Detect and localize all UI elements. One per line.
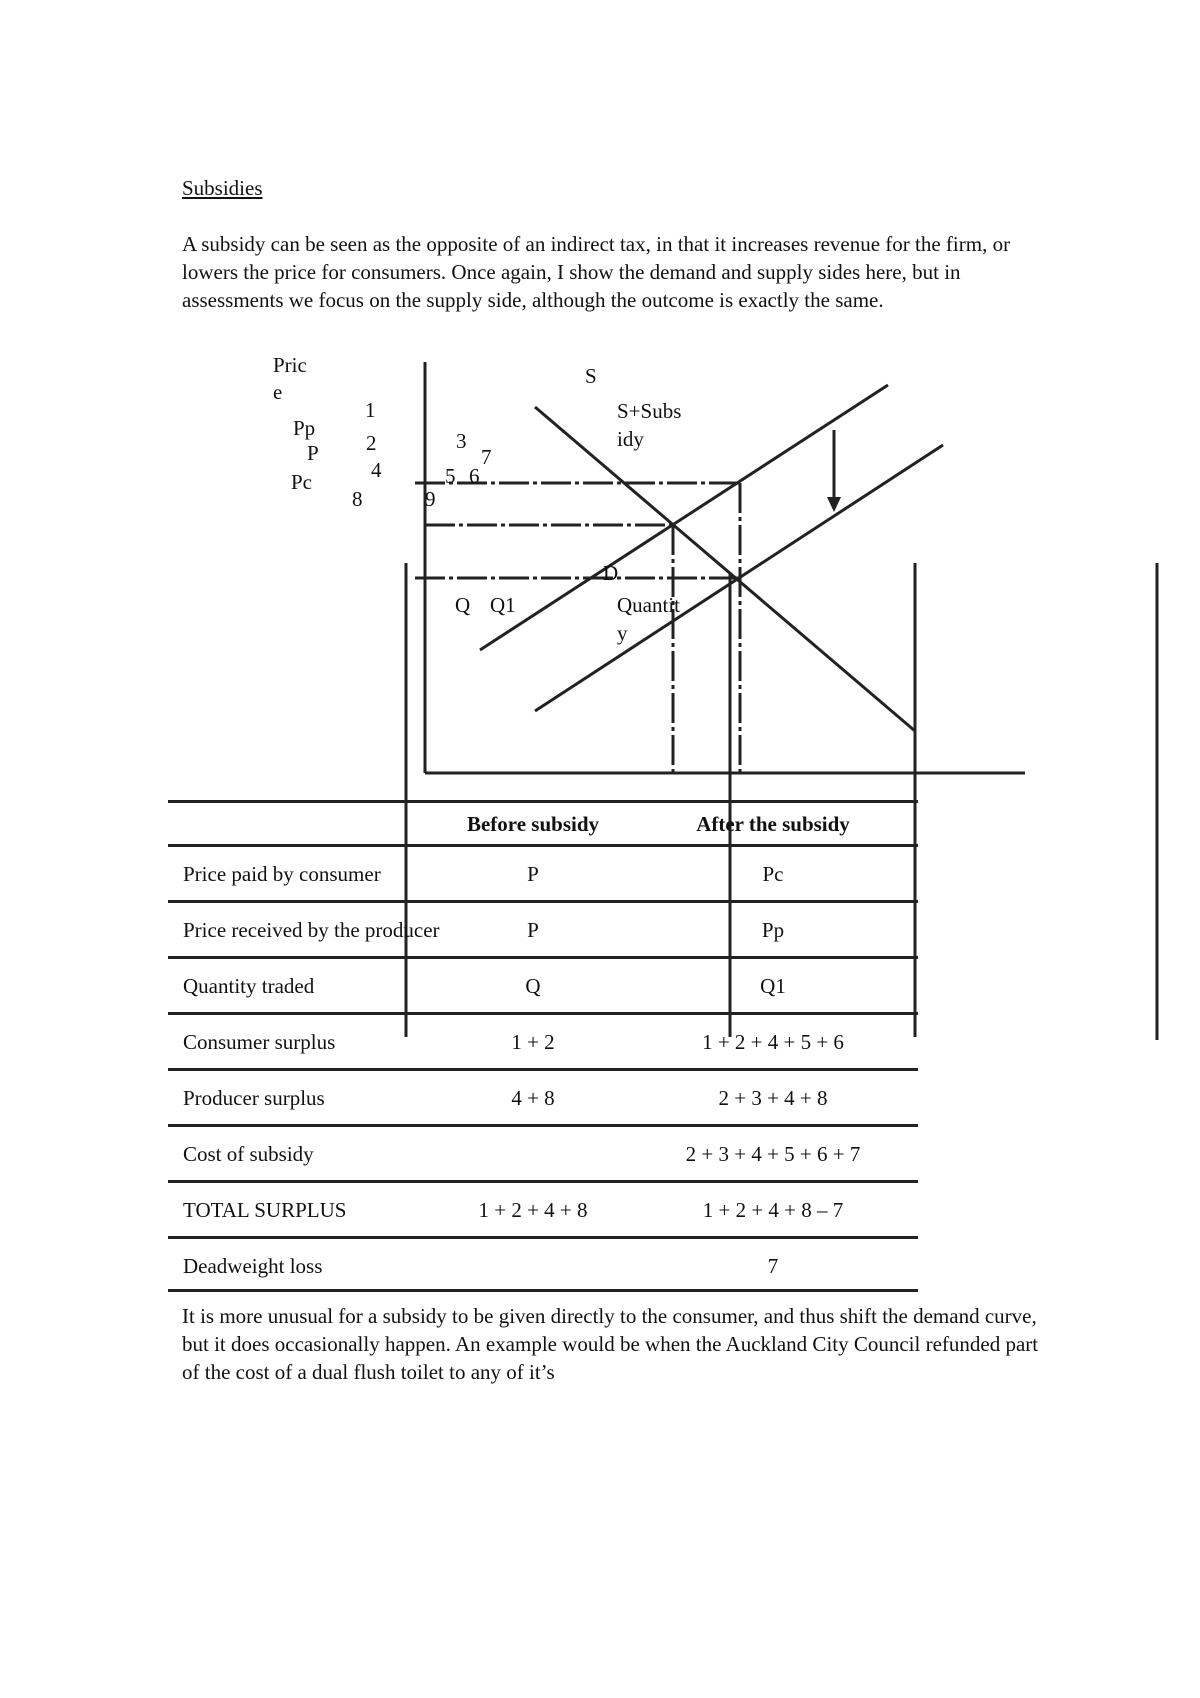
after-value: 2 + 3 + 4 + 8: [718, 1086, 828, 1110]
header-after-subsidy: After the subsidy: [696, 812, 850, 836]
area-1-label: 1: [365, 398, 376, 422]
after-value: Pc: [762, 862, 784, 886]
table-header-row: [168, 800, 918, 844]
before-value: 4 + 8: [511, 1086, 555, 1110]
comparison-table: [168, 800, 918, 1292]
price-p-label: P: [307, 441, 319, 465]
after-value: 1 + 2 + 4 + 5 + 6: [702, 1030, 844, 1054]
x-axis-label-line1: Quantit: [617, 593, 680, 617]
supply-curve: [480, 385, 888, 650]
table-row: [168, 1124, 918, 1180]
row-label: Producer surplus: [183, 1086, 325, 1110]
row-label: TOTAL SURPLUS: [183, 1198, 347, 1222]
supply-subsidy-label-line1: S+Subs: [617, 399, 682, 423]
outro-paragraph: It is more unusual for a subsidy to be given directly to the consumer, and thus shift the demand curve, but it does occasionally happen. An example would be when the Auckland City Council refunded part of the cost of a dual flush toilet to any of it’s: [182, 1304, 1039, 1384]
x-axis-label-line2: y: [617, 621, 628, 645]
area-3-label: 3: [456, 429, 467, 453]
supply-label: S: [585, 364, 597, 388]
row-label: Consumer surplus: [183, 1030, 336, 1054]
after-value: 2 + 3 + 4 + 5 + 6 + 7: [685, 1142, 861, 1166]
row-label: Price received by the producer: [183, 918, 440, 942]
table-row: [168, 844, 918, 900]
table-row: [168, 1012, 918, 1068]
area-5-label: 5: [445, 464, 456, 488]
row-label: Quantity traded: [183, 974, 315, 998]
area-9-label: 9: [425, 487, 436, 511]
row-label: Price paid by consumer: [183, 862, 381, 886]
area-6-label: 6: [469, 464, 480, 488]
row-label: Cost of subsidy: [183, 1142, 314, 1166]
area-2-label: 2: [366, 431, 377, 455]
before-value: 1 + 2: [511, 1030, 555, 1054]
quantity-q-label: Q: [455, 593, 471, 617]
table-row: [168, 1180, 918, 1236]
area-7-label: 7: [481, 445, 492, 469]
demand-label: D: [603, 561, 619, 585]
area-4-label: 4: [371, 458, 382, 482]
quantity-q1-label: Q1: [490, 593, 516, 617]
page-title: Subsidies: [182, 176, 263, 200]
after-value: Pp: [761, 918, 785, 942]
before-value: Q: [525, 974, 541, 998]
demand-curve: [535, 407, 915, 731]
before-value: P: [527, 918, 539, 942]
table-row: [168, 1068, 918, 1124]
after-value: Q1: [760, 974, 786, 998]
price-pp-label: Pp: [293, 416, 316, 440]
table-row: [168, 900, 918, 956]
shift-arrow-head: [827, 497, 841, 512]
price-pc-label: Pc: [291, 470, 312, 494]
before-value: 1 + 2 + 4 + 8: [478, 1198, 588, 1222]
after-value: 7: [767, 1254, 779, 1278]
before-value: P: [527, 862, 539, 886]
area-8-label: 8: [352, 487, 363, 511]
intro-paragraph: A subsidy can be seen as the opposite of an indirect tax, in that it increases revenue for the firm, or lowers the price for consumers. Once again, I show the demand and supply sides here, but in assessments we focus on the supply side, although the outcome is exactly the same.: [182, 232, 1011, 312]
supply-subsidy-label-line2: idy: [617, 427, 644, 451]
after-value: 1 + 2 + 4 + 8 – 7: [702, 1198, 844, 1222]
table-row: [168, 956, 918, 1012]
header-before-subsidy: Before subsidy: [466, 812, 600, 836]
y-axis-label-line2: e: [273, 380, 283, 404]
y-axis-label-line1: Pric: [273, 353, 307, 377]
row-label: Deadweight loss: [183, 1254, 323, 1278]
table-row: [168, 1236, 918, 1292]
